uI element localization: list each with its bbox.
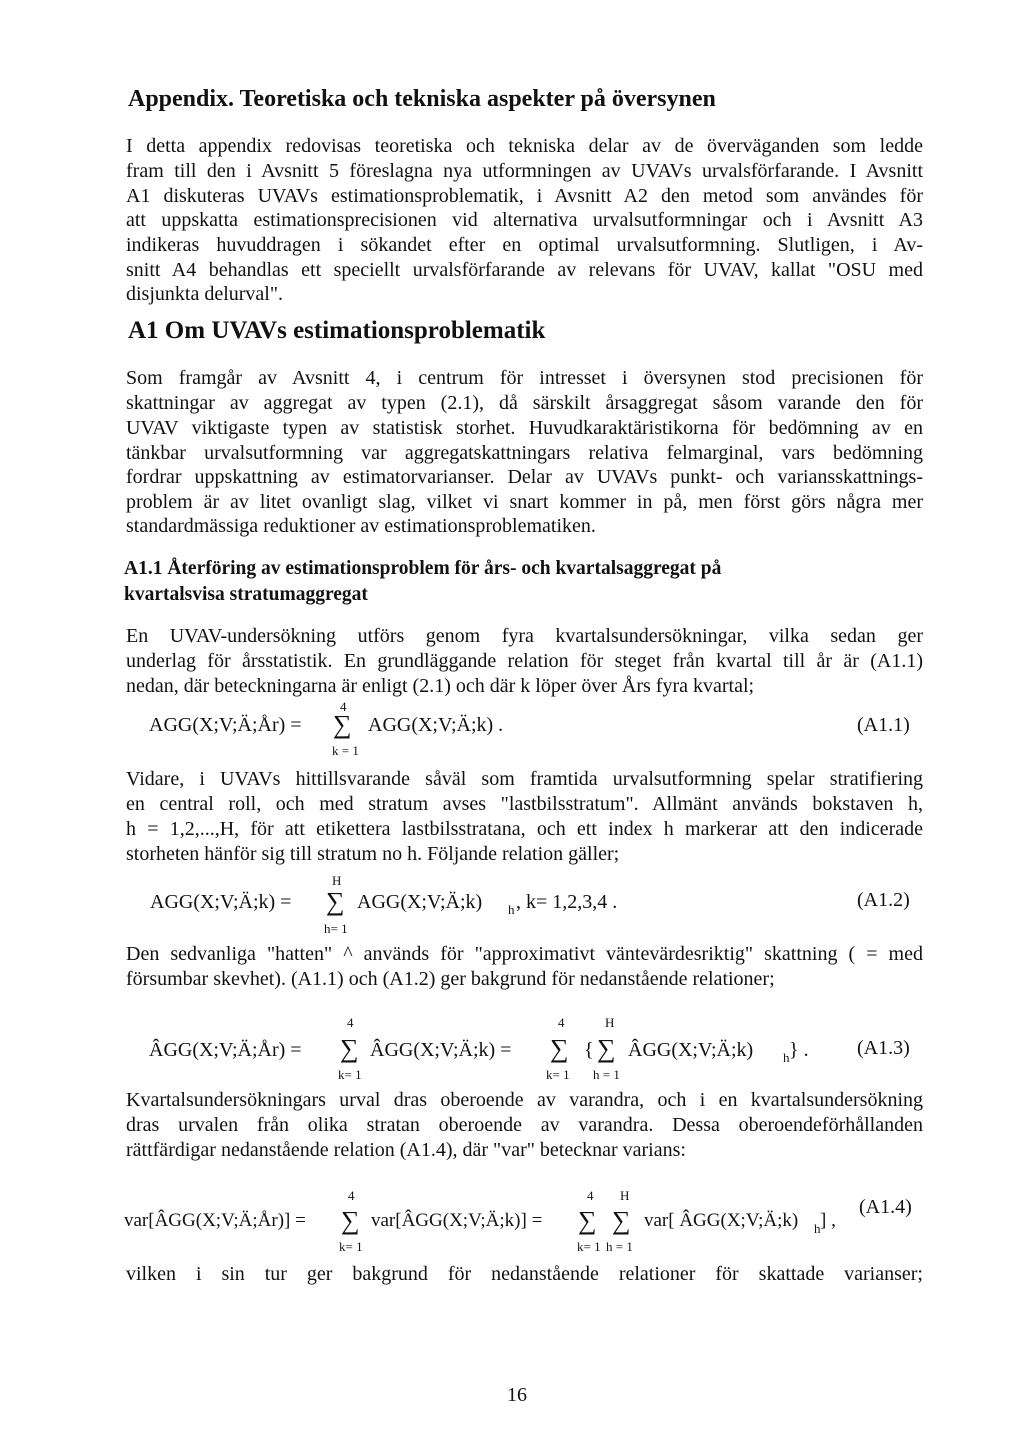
eq-a1-1-sum: ∑ (333, 710, 352, 739)
eq-a1-3-l2: k= 1 (546, 1067, 570, 1082)
eq-a1-4-part2: var[ÂGG(X;V;Ä;k)] = (371, 1210, 543, 1231)
eq-a1-1-rhs: AGG(X;V;Ä;k) . (368, 714, 504, 736)
eq-a1-2-rhs: AGG(X;V;Ä;k) (357, 891, 483, 913)
eq-a1-3-u2: 4 (558, 1015, 565, 1030)
eq-a1-2-upper: H (332, 873, 342, 888)
section-a11-line: Vidare, i UVAVs hittillsvarande såväl som framtida urvalsutformning spelar stratifiering (126, 768, 923, 790)
eq-a1-2-sub: h (508, 902, 515, 917)
eq-a1-4-l1: k= 1 (339, 1239, 363, 1254)
eq-a1-3-part2: ÂGG(X;V;Ä;k) = (370, 1039, 512, 1061)
section-a11-line: h = 1,2,...,H, för att etikettera lastbilsstratana, och ett index h markerar att den indicerade (126, 818, 923, 840)
appendix-paragraph-line: A1 diskuteras UVAVs estimationsproblematik, i Avsnitt A2 den metod som användes för (126, 185, 923, 207)
appendix-paragraph-line: fram till den i Avsnitt 5 föreslagna nya utformningen av UVAVs urvalsförfarande. I Avsnitt (126, 160, 923, 182)
eq-a1-4-sub: h (814, 1221, 821, 1236)
section-a11-line: dras urvalen från olika stratan oberoende av varandra. Dessa oberoendeförhållanden (126, 1114, 923, 1136)
eq-a1-3-label: (A1.3) (857, 1037, 910, 1059)
appendix-paragraph-line: att uppskatta estimationsprecisionen vid alternativa urvalsutformningar och i Avsnitt A3 (126, 209, 923, 231)
eq-a1-2-sum: ∑ (326, 887, 345, 916)
section-a1-title: A1 Om UVAVs estimationsproblematik (128, 317, 546, 344)
eq-a1-3-sum1: ∑ (340, 1034, 359, 1063)
eq-a1-1-lower: k = 1 (332, 743, 359, 758)
appendix-paragraph-line: snitt A4 behandlas ett speciellt urvalsförfarande av relevans för UVAV, kallat "OSU med (126, 259, 923, 281)
appendix-paragraph-line: indikeras huvuddragen i sökandet efter en optimal urvalsutformning. Slutligen, i Av- (126, 234, 923, 256)
section-a1-line: tänkbar urvalsutformning var aggregatskattningars relativa felmarginal, vars bedömning (126, 442, 923, 464)
section-a11-line: en central roll, och med stratum avses "lastbilsstratum". Allmänt används bokstaven h, (126, 793, 923, 815)
eq-a1-2-tail: , k= 1,2,3,4 . (516, 891, 618, 913)
section-a1-line: fordrar uppskattning av estimatorvarianser. Delar av UVAVs punkt- och variansskattnings- (126, 466, 923, 488)
section-a1-line: Som framgår av Avsnitt 4, i centrum för intresset i översynen stod precisionen för (126, 367, 923, 389)
section-a1-line: UVAV viktigaste typen av statistisk storhet. Huvudkaraktäristikorna för bedömning av en (126, 417, 923, 439)
eq-a1-3-sub: h (783, 1050, 790, 1065)
eq-a1-4-u3: H (620, 1188, 630, 1203)
eq-a1-1-label: (A1.1) (857, 714, 910, 736)
eq-a1-4-part4: ] , (820, 1210, 836, 1231)
eq-a1-4-sum2: ∑ (578, 1206, 597, 1235)
section-a11-title (124, 556, 721, 608)
eq-a1-3-sum2: ∑ (550, 1034, 569, 1063)
section-a11-line: vilken i sin tur ger bakgrund för nedanstående relationer för skattade varianser; (126, 1263, 923, 1285)
eq-a1-1-lhs: AGG(X;V;Ä;År) = (149, 714, 302, 736)
section-a11-title-line1: A1.1 Återföring av estimationsproblem för års- och kvartalsaggregat på (124, 558, 722, 579)
eq-a1-4-sum3: ∑ (612, 1206, 631, 1235)
appendix-paragraph-line: I detta appendix redovisas teoretiska och tekniska delar av de överväganden som ledde (126, 135, 923, 157)
eq-a1-4-part3: var[ ÂGG(X;V;Ä;k) (644, 1210, 799, 1231)
eq-a1-1-upper: 4 (340, 699, 347, 714)
eq-a1-3-l3: h = 1 (593, 1067, 620, 1082)
eq-a1-2-lower: h= 1 (324, 921, 348, 936)
eq-a1-3-part5: } . (789, 1039, 809, 1061)
section-a1-line: standardmässiga reduktioner av estimationsproblematiken. (126, 515, 596, 537)
eq-a1-4-l2: k= 1 (577, 1239, 601, 1254)
section-a11-line: storheten hänför sig till stratum no h. Följande relation gäller; (126, 843, 620, 865)
eq-a1-3-u3: H (605, 1015, 615, 1030)
eq-a1-4-l3: h = 1 (606, 1239, 633, 1254)
eq-a1-4-u2: 4 (587, 1188, 594, 1203)
appendix-paragraph-line: disjunkta delurval". (126, 283, 284, 305)
section-a1-line: problem är av litet ovanligt slag, vilket vi snart kommer in på, men först görs några mer (126, 491, 923, 513)
section-a1-line: skattningar av aggregat av typen (2.1), då särskilt årsaggregat såsom varande den för (126, 392, 923, 414)
eq-a1-3-sum3: ∑ (597, 1034, 616, 1063)
eq-a1-4-u1: 4 (348, 1188, 355, 1203)
appendix-title: Appendix. Teoretiska och tekniska aspekter på översynen (128, 86, 716, 112)
eq-a1-3-u1: 4 (347, 1015, 354, 1030)
section-a11-line: Kvartalsundersökningars urval dras oberoende av varandra, och i en kvartalsundersökning (126, 1089, 923, 1111)
section-a11-line: Den sedvanliga "hatten" ^ används för "approximativt väntevärdesriktig" skattning ( = med (126, 943, 923, 965)
section-a11-line: försumbar skevhet). (A1.1) och (A1.2) ger bakgrund för nedanstående relationer; (126, 968, 775, 990)
section-a11-line: rättfärdigar nedanstående relation (A1.4), där "var" betecknar varians: (126, 1139, 686, 1161)
eq-a1-4-sum1: ∑ (341, 1206, 360, 1235)
section-a11-line: En UVAV-undersökning utförs genom fyra kvartalsundersökningar, vilka sedan ger (126, 625, 923, 647)
eq-a1-2-label: (A1.2) (857, 889, 910, 911)
eq-a1-3-l1: k= 1 (338, 1067, 362, 1082)
eq-a1-4-part1: var[ÂGG(X;V;Ä;År)] = (124, 1210, 306, 1231)
section-a11-title-line2: kvartalsvisa stratumaggregat (124, 584, 368, 605)
eq-a1-3-part4: ÂGG(X;V;Ä;k) (628, 1039, 754, 1061)
section-a11-line: underlag för årsstatistik. En grundläggande relation för steget från kvartal till år är (A1.1) (126, 650, 923, 672)
page-number: 16 (507, 1384, 527, 1406)
eq-a1-3-part1: ÂGG(X;V;Ä;År) = (149, 1039, 302, 1061)
eq-a1-4-label: (A1.4) (859, 1196, 912, 1218)
eq-a1-2-lhs: AGG(X;V;Ä;k) = (150, 891, 292, 913)
eq-a1-3-part3: { (584, 1039, 594, 1061)
section-a11-line: nedan, där beteckningarna är enligt (2.1) och där k löper över Års fyra kvartal; (126, 675, 755, 697)
